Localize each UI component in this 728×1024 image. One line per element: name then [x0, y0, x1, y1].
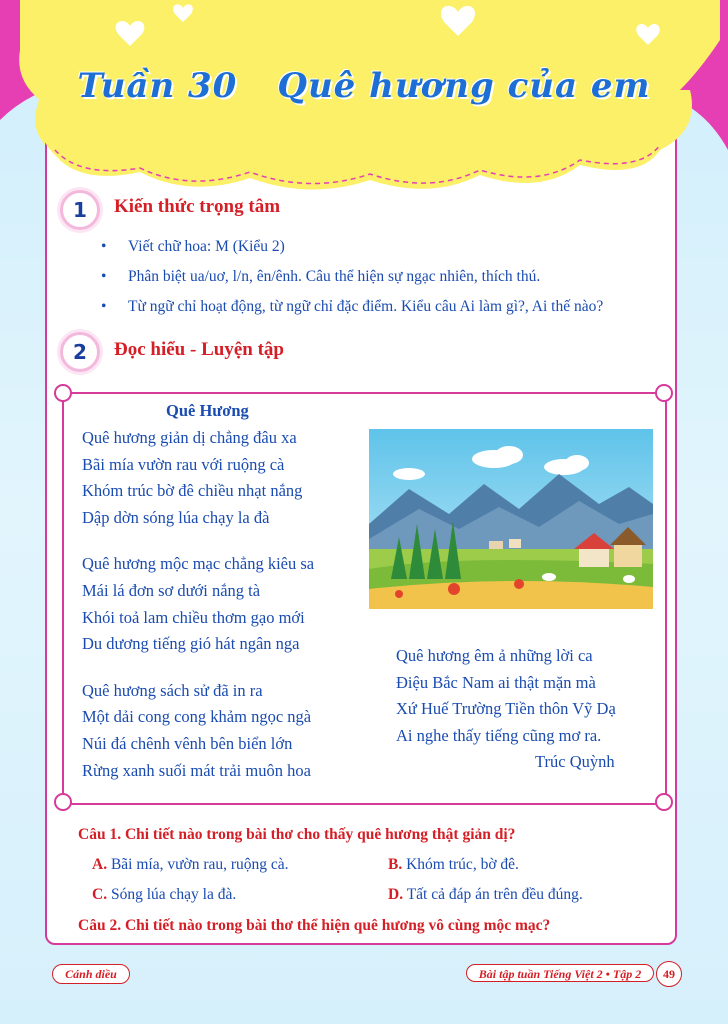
poem-line: Bãi mía vườn rau với ruộng cà — [82, 454, 285, 474]
topic-label: Quê hương của em — [277, 66, 651, 106]
frame-corner — [655, 793, 673, 811]
poem-line: Khóm trúc bờ đê chiều nhạt nắng — [82, 481, 303, 501]
poem-line: Dập dờn sóng lúa chạy la đà — [82, 507, 270, 527]
poem-line: Quê hương giản dị chẳng đâu xa — [82, 428, 297, 447]
poem-line: Khói toả lam chiều thơm gạo mới — [82, 607, 305, 627]
poem-line: Quê hương mộc mạc chẳng kiêu sa — [82, 554, 315, 574]
poem-line: Du dương tiếng gió hát ngân nga — [82, 634, 300, 654]
option-a[interactable]: A. Bãi mía, vườn rau, ruộng cà. — [92, 856, 289, 873]
week-label: Tuần 30 — [77, 66, 238, 106]
question-2: Câu 2. Chi tiết nào trong bài thơ thể hiện quê hương vô cùng mộc mạc? — [78, 917, 551, 934]
list-item: • Phân biệt ua/uơ, l/n, ên/ênh. Câu thể hiện sự ngạc nhiên, thích thú. — [104, 262, 603, 292]
poem-line: Quê hương sách sử đã in ra — [82, 680, 263, 700]
poem-line: Xứ Huế Trường Tiền thôn Vỹ Dạ — [396, 699, 616, 719]
list-item: • Viết chữ hoa: M (Kiểu 2) — [104, 232, 603, 262]
poem-line: Ai nghe thấy tiếng cũng mơ ra. — [396, 725, 602, 745]
page-title — [0, 66, 728, 106]
poem-author: Trúc Quỳnh — [535, 752, 615, 771]
option-d[interactable]: D. Tất cả đáp án trên đều đúng. — [388, 886, 583, 903]
option-c[interactable]: C. Sóng lúa chạy la đà. — [92, 886, 237, 903]
poem-column-right — [396, 643, 616, 749]
poem-column-left — [82, 425, 314, 784]
cloud-overlay — [0, 90, 728, 200]
poem-line: Mái lá đơn sơ dưới nắng tà — [82, 580, 261, 600]
poem-line: Một dải cong cong khảm ngọc ngà — [82, 707, 312, 727]
village-landscape-illustration — [369, 429, 653, 609]
section-title-reading: Đọc hiểu - Luyện tập — [114, 339, 284, 360]
poem-line: Điệu Bắc Nam ai thật mặn mà — [396, 672, 596, 692]
option-b[interactable]: B. Khóm trúc, bờ đê. — [388, 856, 519, 873]
section-title-knowledge: Kiến thức trọng tâm — [114, 196, 281, 217]
page-number: 49 — [656, 961, 682, 987]
frame-corner — [54, 793, 72, 811]
poem-title: Quê Hương — [166, 401, 249, 420]
frame-corner — [655, 384, 673, 402]
book-title-badge: Bài tập tuần Tiếng Việt 2 • Tập 2 — [466, 964, 654, 982]
frame-corner — [54, 384, 72, 402]
section-number-2: 2 — [60, 332, 100, 372]
section-number-1: 1 — [60, 190, 100, 230]
knowledge-list — [104, 232, 603, 322]
publisher-badge: Cánh diều — [52, 964, 130, 984]
poem-line: Núi đá chênh vênh bên biển lớn — [82, 733, 293, 753]
poem-line: Rừng xanh suối mát trải muôn hoa — [82, 760, 311, 780]
list-item: • Từ ngữ chỉ hoạt động, từ ngữ chỉ đặc điểm. Kiểu câu Ai làm gì?, Ai thế nào? — [104, 292, 603, 322]
poem-line: Quê hương êm ả những lời ca — [396, 646, 593, 665]
question-1: Câu 1. Chi tiết nào trong bài thơ cho thấy quê hương thật giản dị? — [78, 826, 516, 843]
